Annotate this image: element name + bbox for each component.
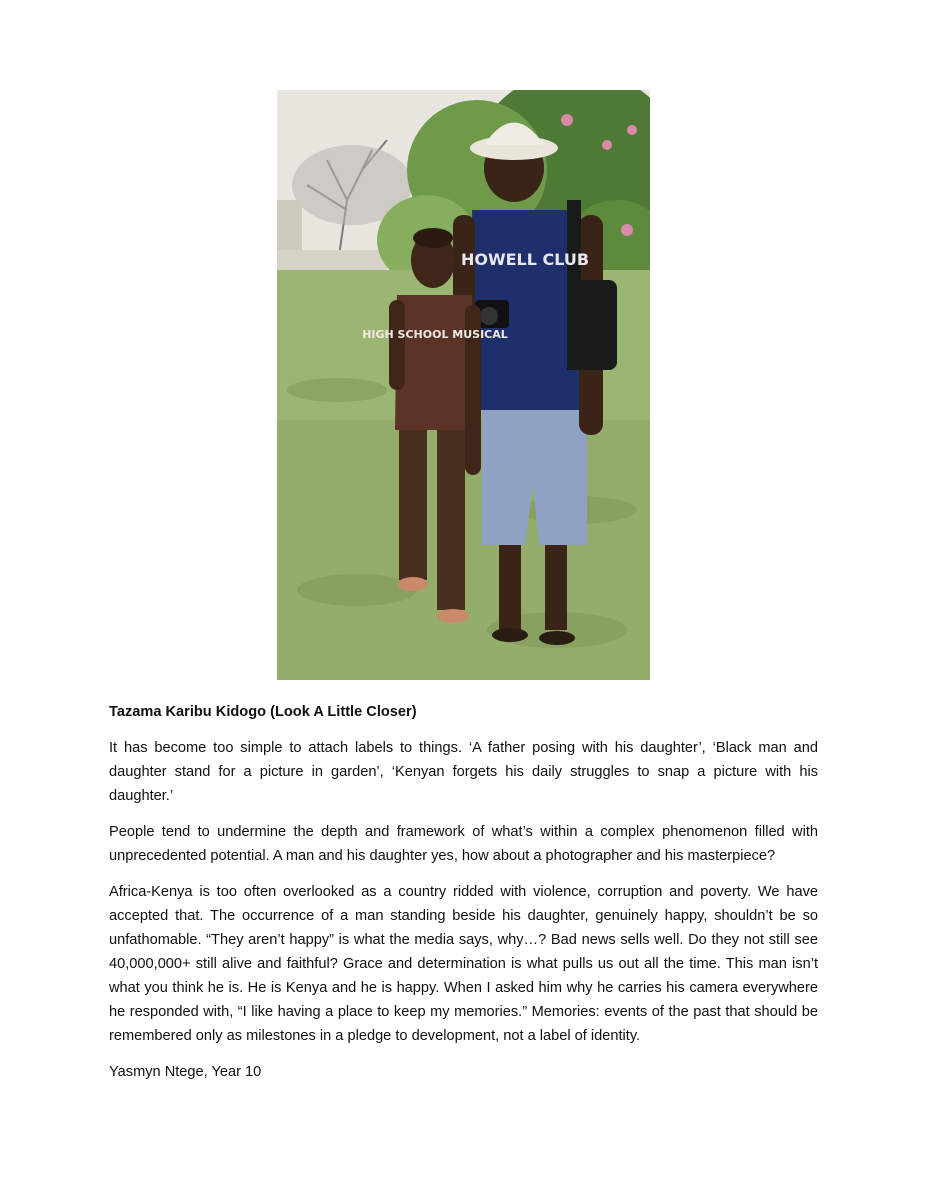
article-body xyxy=(109,700,818,1084)
article-title: Tazama Karibu Kidogo (Look A Little Closer) xyxy=(109,704,417,720)
article-byline: Yasmyn Ntege, Year 10 xyxy=(109,1064,262,1080)
photo-illustration xyxy=(277,90,650,680)
svg-text:HIGH SCHOOL MUSICAL: HIGH SCHOOL MUSICAL xyxy=(362,328,508,341)
article-paragraph: It has become too simple to attach labels to things. ‘A father posing with his daughter’, ‘Black man and daughter stand for a picture in garden’, ‘Kenyan forgets his daily struggles to snap a picture with his daughter.’ xyxy=(109,740,818,804)
svg-text:HOWELL CLUB: HOWELL CLUB xyxy=(460,250,590,269)
article-paragraph: Africa-Kenya is too often overlooked as a country ridded with violence, corruption and poverty. We have accepted that. The occurrence of a man standing beside his daughter, genuinely happy, shouldn’t be so unfathomable. “They aren’t happy” is what the media says, why…? Bad news sells well. Do they not still see 40,000,000+ still alive and faithful? Grace and determination is what pulls us out all the time. This man isn’t what you think he is. He is Kenya and he is happy. When I asked him why he carries his camera everywhere he responded with, “I like having a place to keep my memories.” Memories: events of the past that should be remembered only as milestones in a pledge to development, not a label of identity. xyxy=(109,884,818,1044)
article-photo xyxy=(277,90,650,680)
article-paragraph: People tend to undermine the depth and framework of what’s within a complex phenomenon filled with unprecedented potential. A man and his daughter yes, how about a photographer and his masterpiece? xyxy=(109,824,818,864)
